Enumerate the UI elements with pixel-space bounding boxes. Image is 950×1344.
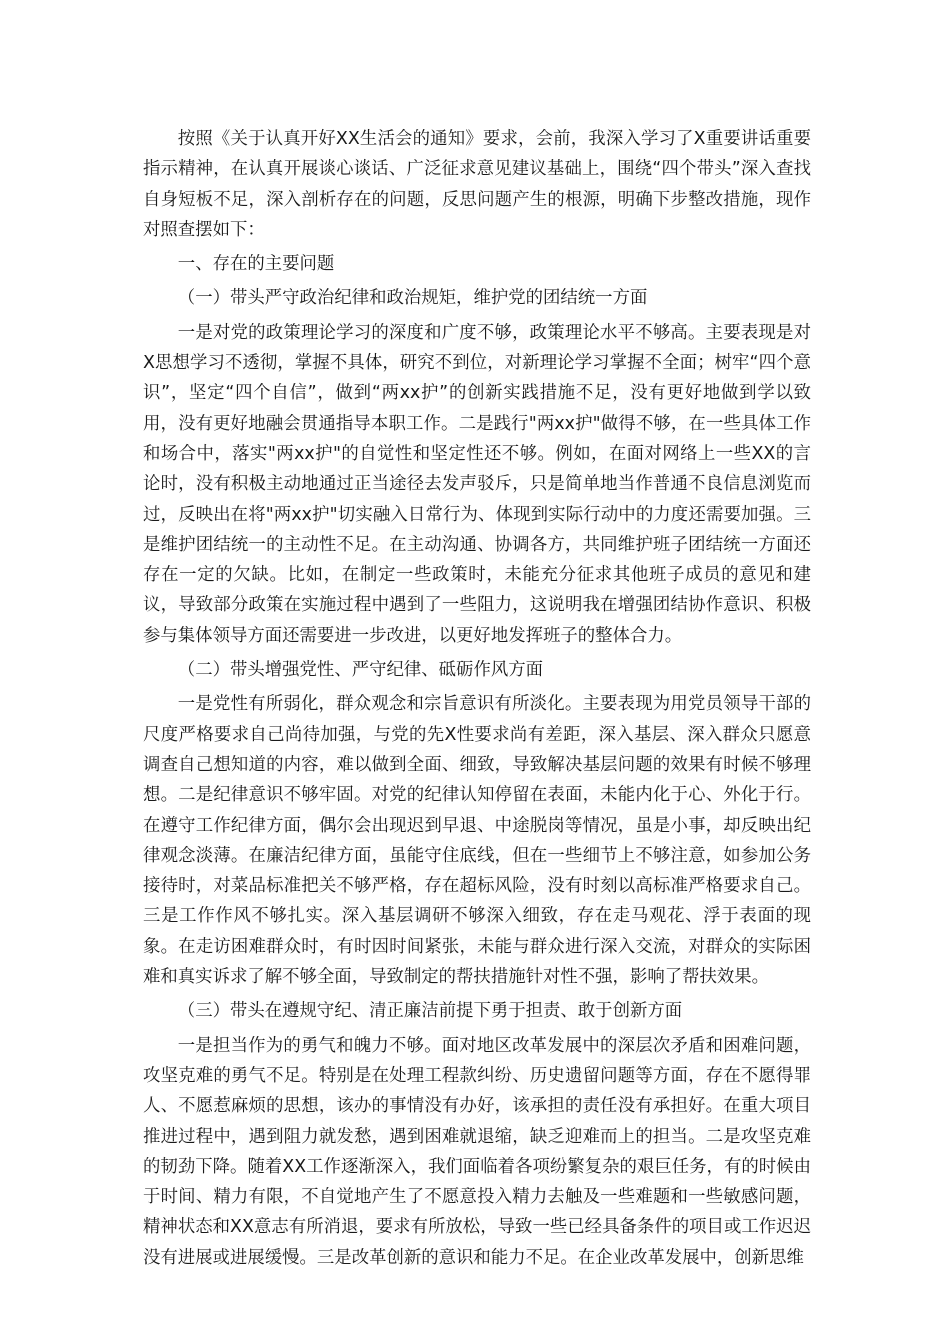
- subsection-heading-1: （一）带头严守政治纪律和政治规矩，维护党的团结统一方面: [177, 288, 648, 309]
- section-heading-problems: 一、存在的主要问题: [177, 254, 335, 275]
- subsection-heading-3: （三）带头在遵规守纪、清正廉洁前提下勇于担责、敢于创新方面: [177, 1001, 683, 1022]
- subsection-3-paragraph: 一是担当作为的勇气和魄力不够。面对地区改革发展中的深层次矛盾和困难问题，攻坚克难的勇气不足。特别是在处理工程款纠纷、历史遗留问题等方面，存在不愿得罪人、不愿惹麻烦的思想，该办的事情没有办好，该承担的责任没有承担好。在重大项目推进过程中，遇到阻力就发愁，遇到困难就退缩，缺乏迎难而上的担当。二是攻坚克难的韧劲下降。随着XX工作逐渐深入，我们面临着各项纷繁复杂的艰巨任务，有的时候由于时间、精力有限，不自觉地产生了不愿意投入精力去触及一些难题和一些敏感问题，精神状态和XX意志有所消退，要求有所放松，导致一些已经具备条件的项目或工作迟迟没有进展或进展缓慢。三是改革创新的意识和能力不足。在企业改革发展中，创新思维: [143, 1035, 811, 1268]
- subsection-2-paragraph: 一是党性有所弱化，群众观念和宗旨意识有所淡化。主要表现为用党员领导干部的尺度严格要求自己尚待加强，与党的先X性要求尚有差距，深入基层、深入群众只愿意调查自己想知道的内容，难以做到全面、细致，导致解决基层问题的效果有时候不够理想。二是纪律意识不够牢固。对党的纪律认知停留在表面，未能内化于心、外化于行。在遵守工作纪律方面，偶尔会出现迟到早退、中途脱岗等情况，虽是小事，却反映出纪律观念淡薄。在廉洁纪律方面，虽能守住底线，但在一些细节上不够注意，如参加公务接待时，对菜品标准把关不够严格，存在超标风险，没有时刻以高标准严格要求自己。三是工作作风不够扎实。深入基层调研不够深入细致，存在走马观花、浮于表面的现象。在走访困难群众时，有时因时间紧张，未能与群众进行深入交流，对群众的实际困难和真实诉求了解不够全面，导致制定的帮扶措施针对性不强，影响了帮扶效果。: [143, 694, 811, 988]
- subsection-1-paragraph: 一是对党的政策理论学习的深度和广度不够，政策理论水平不够高。主要表现是对X思想学习不透彻，掌握不具体，研究不到位，对新理论学习掌握不全面；树牢“四个意识”，坚定“四个自信”，做到“两xx护”的创新实践措施不足，没有更好地做到学以致用，没有更好地融会贯通指导本职工作。二是践行"两xx护"做得不够，在一些具体工作和场合中，落实"两xx护"的自觉性和坚定性还不够。例如，在面对网络上一些XX的言论时，没有积极主动地通过正当途径去发声驳斥，只是简单地当作普通不良信息浏览而过，反映出在将"两xx护"切实融入日常行为、体现到实际行动中的力度还需要加强。三是维护团结统一的主动性不足。在主动沟通、协调各方，共同维护班子团结统一方面还存在一定的欠缺。比如，在制定一些政策时，未能充分征求其他班子成员的意见和建议，导致部分政策在实施过程中遇到了一些阻力，这说明我在增强团结协作意识、积极参与集体领导方面还需要进一步改进，以更好地发挥班子的整体合力。: [143, 322, 811, 646]
- subsection-heading-2: （二）带头增强党性、严守纪律、砥砺作风方面: [177, 660, 544, 681]
- intro-paragraph: 按照《关于认真开好XX生活会的通知》要求，会前，我深入学习了X重要讲话重要指示精神，在认真开展谈心谈话、广泛征求意见建议基础上，围绕“四个带头”深入查找自身短板不足，深入剖析存在的问题，反思问题产生的根源，明确下步整改措施，现作对照查摆如下：: [143, 129, 811, 240]
- document-body: [143, 124, 811, 1277]
